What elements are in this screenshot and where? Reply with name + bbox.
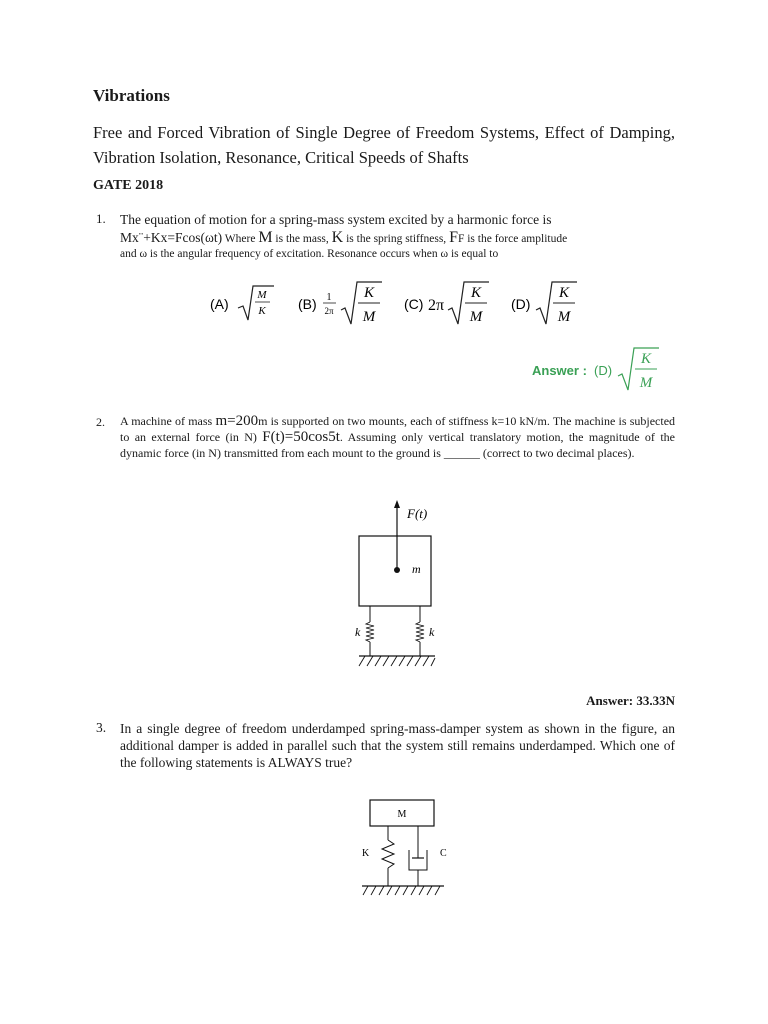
q1-is-force: F is the force amplitude xyxy=(457,233,568,245)
q1-answer xyxy=(528,344,663,392)
option-b-denominator: M xyxy=(362,309,376,325)
q2-text-3: . Assuming only vertical translatory motion, the magnitude of the dynamic force (in N) transmitted from each mount to the ground is ______ (correct to two decimal places). xyxy=(120,430,675,460)
question-number-3: 3. xyxy=(96,720,107,735)
mass-center-dot xyxy=(394,567,400,573)
q1-var-K: K xyxy=(331,229,344,246)
q1-is-mass: is the mass, xyxy=(275,233,329,245)
q1-var-M: M xyxy=(258,229,273,246)
question-number-2: 2. xyxy=(96,415,105,429)
question-1-line-1: The equation of motion for a spring-mass system excited by a harmonic force is xyxy=(120,212,552,227)
option-d xyxy=(511,282,577,325)
option-d-label: (D) xyxy=(511,296,531,312)
option-c xyxy=(404,282,489,325)
question-number-1: 1. xyxy=(96,211,106,226)
q2-force-expression: F(t)=50cos5t xyxy=(262,429,340,445)
equation-of-motion: Mx¨+Kx=Fcos(ωt) xyxy=(120,230,223,245)
ground-hatching xyxy=(359,656,435,666)
mass-label: m xyxy=(412,562,421,576)
answer-choice: (D) xyxy=(594,363,613,378)
damper-label: C xyxy=(440,848,447,859)
spring-label: K xyxy=(362,848,370,859)
force-arrow-head xyxy=(394,500,400,508)
answer-label: Answer : xyxy=(532,363,587,378)
mass-label: M xyxy=(397,809,407,820)
topic-subtitle: Free and Forced Vibration of Single Degree of Freedom Systems, Effect of Damping, Vibration Isolation, Resonance, Critical Speeds of Shafts xyxy=(93,123,675,167)
q2-text-2: m is supported on two mounts, each of stiffness k=10 kN/m. The machine is subjected to an external force (in N) xyxy=(120,414,676,444)
q1-is-stiff: is the spring stiffness, xyxy=(346,233,447,245)
option-c-numerator: K xyxy=(470,285,482,301)
q1-options xyxy=(200,278,600,330)
radical-sign-a xyxy=(238,286,274,320)
option-d-numerator: K xyxy=(558,285,570,301)
answer-numerator: K xyxy=(640,351,652,367)
force-label: F(t) xyxy=(407,506,428,521)
page-title: Vibrations xyxy=(93,86,170,105)
option-c-denominator: M xyxy=(469,309,483,325)
option-b-numerator: K xyxy=(363,285,375,301)
section-heading: GATE 2018 xyxy=(93,178,164,193)
option-b-label: (B) xyxy=(298,296,317,312)
question-2-text xyxy=(120,413,675,461)
option-a-label: (A) xyxy=(210,296,229,312)
question-1-line-3: and ω is the angular frequency of excitation. Resonance occurs when ω is equal to xyxy=(120,248,499,260)
answer-denominator: M xyxy=(639,375,653,391)
option-c-label: (C) xyxy=(404,296,424,312)
left-spring xyxy=(366,622,374,642)
spring xyxy=(382,840,394,868)
option-c-two-pi: 2π xyxy=(428,297,445,314)
q3-spring-mass-damper-figure xyxy=(354,796,450,902)
option-b xyxy=(298,282,382,325)
left-spring-label: k xyxy=(355,625,361,639)
ground-hatching xyxy=(363,886,440,895)
option-a xyxy=(210,286,274,320)
option-b-one: 1 xyxy=(326,292,332,303)
option-a-denominator: K xyxy=(258,305,266,317)
q2-text-1: A machine of mass xyxy=(120,414,213,428)
q2-answer: Answer: 33.33N xyxy=(586,693,675,708)
q2-machine-figure xyxy=(345,498,445,678)
right-spring-label: k xyxy=(429,625,435,639)
q1-var-F: F xyxy=(449,229,458,246)
option-d-denominator: M xyxy=(557,309,571,325)
q2-mass-value: m=200 xyxy=(215,413,259,429)
option-a-numerator: M xyxy=(257,289,267,301)
q1-where: Where xyxy=(224,233,256,245)
right-spring xyxy=(416,622,424,642)
question-3-text: In a single degree of freedom underdamped spring-mass-damper system as shown in the figure, an additional damper is added in parallel such that the system still remains underdamped. Which one of the following statements is ALWAYS true? xyxy=(120,721,675,770)
option-b-two-pi: 2π xyxy=(324,306,334,316)
question-1-line-2 xyxy=(120,229,680,247)
